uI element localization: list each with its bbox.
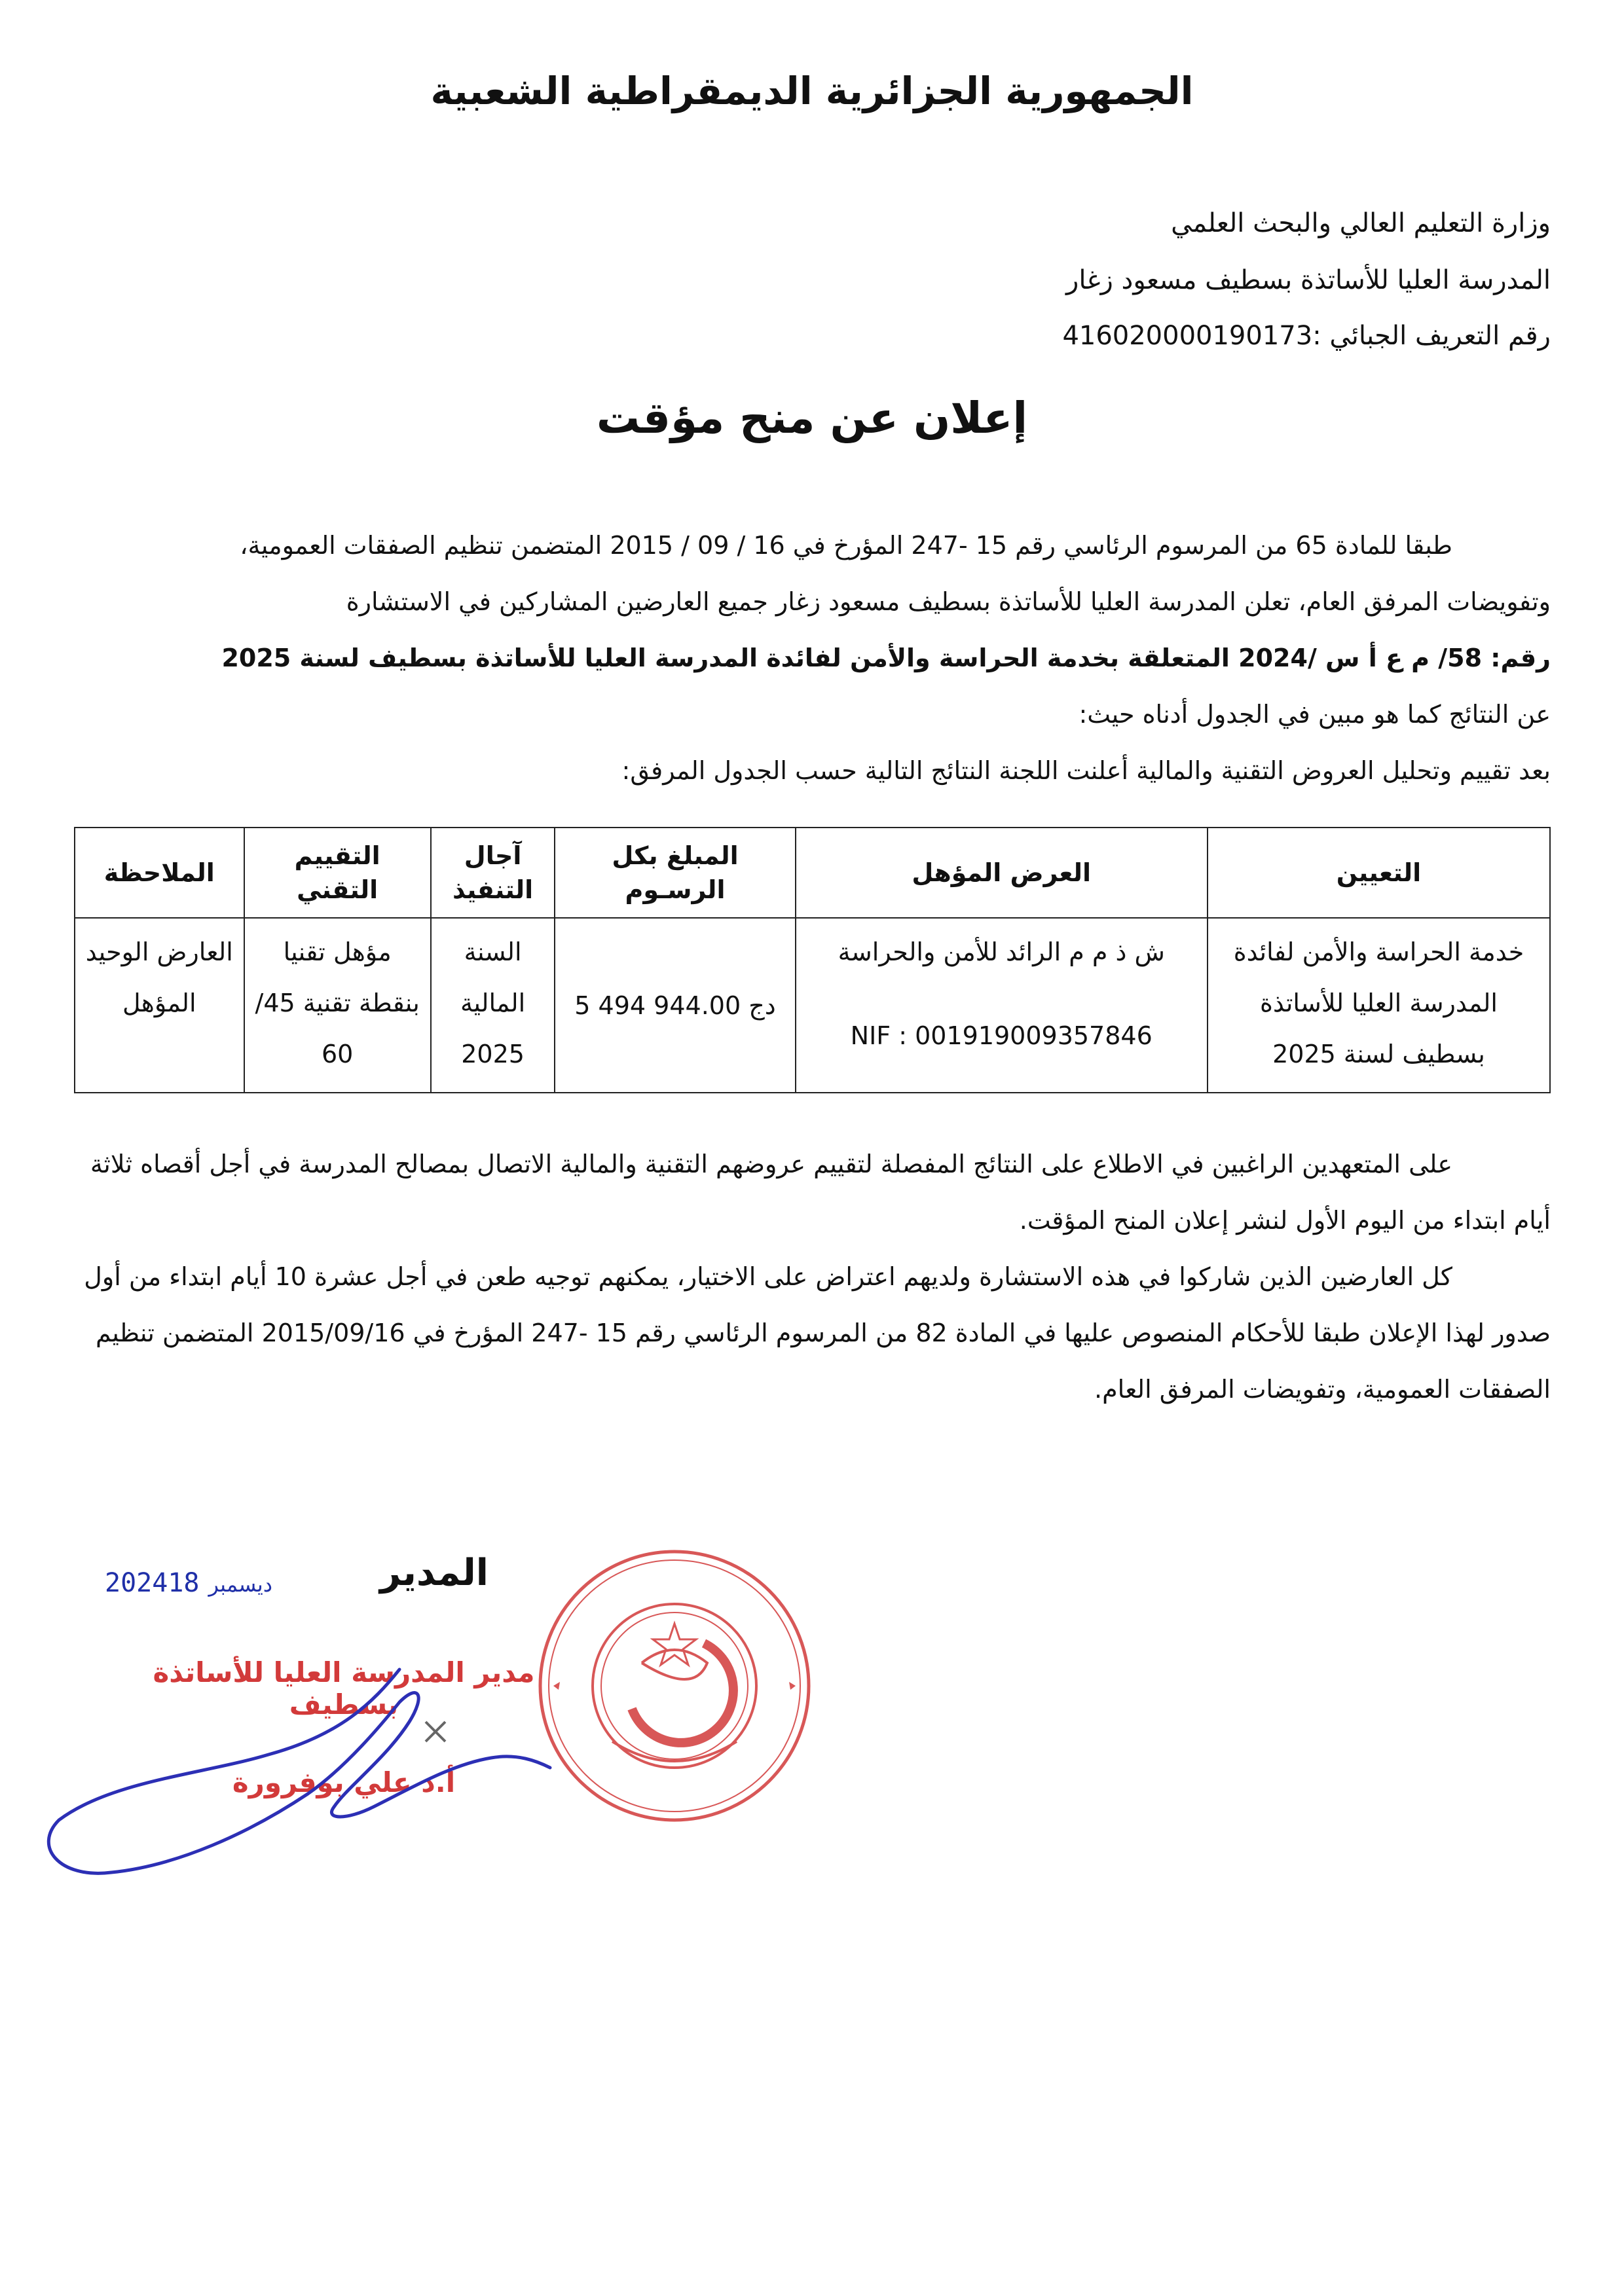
closing-text — [74, 1136, 1551, 1417]
republic-heading: الجمهورية الجزائرية الديمقراطية الشعبية — [430, 69, 1194, 113]
cell-note: العارض الوحيد المؤهل — [75, 918, 244, 1093]
closing-paragraph-2: كل العارضين الذين شاركوا في هذه الاستشارة ولديهم اعتراض على الاختيار، يمكنهم توجيه طعن في أجل عشرة 10 أيام ابتداء من أول صدور لهذا الإعلان طبقا للأحكام المنصوص عليها في المادة 82 من المرسوم الرئاسي رقم 15 -247 المؤرخ في 2015/09/16 المتضمن تنظيم الصفقات العمومية، وتفويضات المرفق العام. — [84, 1262, 1551, 1404]
cell-duration: السنة المالية 2025 — [431, 918, 555, 1093]
stamp-title-line: مدير المدرسة العليا للأساتذة بسطيف — [153, 1656, 535, 1721]
intro-line-2: وتفويضات المرفق العام، تعلن المدرسة العليا للأساتذة بسطيف مسعود زغار جميع العارضين المشاركين في الاستشارة — [346, 587, 1551, 616]
date-year: 2024 — [105, 1568, 168, 1598]
document-title: إعلان عن منح مؤقت — [596, 393, 1028, 443]
table-header-row — [75, 828, 1550, 918]
cell-designation: خدمة الحراسة والأمن لفائدة المدرسة العليا للأساتذة بسطيف لسنة 2025 — [1208, 918, 1550, 1093]
date-month: ديسمبر — [208, 1572, 273, 1597]
ministry-line: وزارة التعليم العالي والبحث العلمي — [1171, 208, 1551, 238]
header-designation: التعيين — [1208, 828, 1550, 918]
official-seal-icon — [534, 1545, 815, 1827]
table-row — [75, 918, 1550, 1093]
intro-line-5: بعد تقييم وتحليل العروض التقنية والمالية أعلنت اللجنة النتائج التالية حسب الجدول المرفق: — [621, 756, 1551, 785]
offer-nif: NIF : 001919009357846 — [850, 1021, 1153, 1050]
cell-technical: مؤهل تقنيا بنقطة تقنية 45/ 60 — [244, 918, 431, 1093]
offer-name: ش ذ م م الرائد للأمن والحراسة — [838, 938, 1165, 966]
intro-text — [74, 517, 1551, 799]
header-offer: العرض المؤهل — [796, 828, 1208, 918]
cell-amount: 5 494 944.00 دج — [555, 918, 795, 1093]
results-table — [74, 827, 1551, 1093]
intro-line-1: طبقا للمادة 65 من المرسوم الرئاسي رقم 15 -247 المؤرخ في 16 / 09 / 2015 المتضمن تنظيم الصفقات العمومية، — [240, 531, 1452, 560]
header-technical: التقييم التقني — [244, 828, 431, 918]
tax-id-line: رقم التعريف الجبائي :416020000190173 — [1062, 321, 1551, 351]
header-amount: المبلغ بكل الرسـوم — [555, 828, 795, 918]
intro-line-4: عن النتائج كما هو مبين في الجدول أدناه حيث: — [1079, 700, 1551, 729]
cell-offer — [796, 918, 1208, 1093]
header-note: الملاحظة — [75, 828, 244, 918]
intro-line-3: رقم: 58/ م ع أ س /2024 المتعلقة بخدمة الحراسة والأمن لفائدة المدرسة العليا للأساتذة بسطيف لسنة 2025 — [221, 644, 1551, 672]
date-day: 18 — [168, 1568, 200, 1598]
stamp-name-line: أ.د علي بوفرورة — [232, 1766, 456, 1798]
director-label: المدير — [380, 1552, 489, 1594]
handwritten-signature-icon — [33, 1624, 557, 1899]
closing-paragraph-1: على المتعهدين الراغبين في الاطلاع على النتائج المفصلة لتقييم عروضهم التقنية والمالية الاتصال بمصالح المدرسة في أجل أقصاه ثلاثة أيام ابتداء من اليوم الأول لنشر إعلان المنح المؤقت. — [90, 1150, 1551, 1235]
date-stamp — [105, 1568, 282, 1598]
school-line: المدرسة العليا للأساتذة بسطيف مسعود زغار — [1066, 265, 1551, 295]
header-duration: آجال التنفيذ — [431, 828, 555, 918]
